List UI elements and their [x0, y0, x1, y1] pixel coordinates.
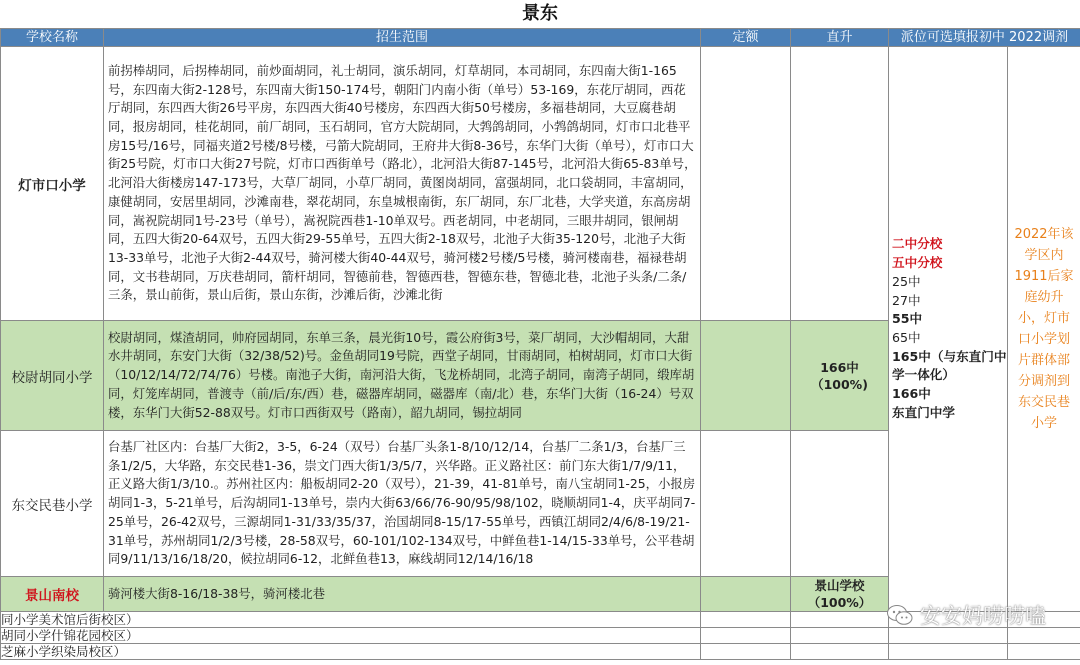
- watermark-text: 安安妈唠唠嗑: [920, 604, 1046, 628]
- paiwei-item: 27中: [892, 292, 921, 308]
- quota-cell: [701, 431, 791, 577]
- table-row: [1, 644, 1080, 660]
- enrollment-scope: 骑河楼大街8-16/18-38号，骑河楼北巷: [104, 577, 701, 612]
- col-header-paiwei: 派位可选填报初中 2022调剂: [889, 29, 1080, 47]
- quota-cell: [701, 577, 791, 612]
- zhisheng-cell: 166中 （100%): [791, 321, 889, 431]
- paiwei-item: 二中分校: [892, 236, 943, 252]
- zhisheng-cell: 景山学校 （100%）: [791, 577, 889, 612]
- col-header-quota: 定额: [701, 29, 791, 47]
- sheet-title: 景东: [522, 3, 558, 24]
- quota-cell: [701, 321, 791, 431]
- col-header-school: 学校名称: [1, 29, 104, 47]
- adjustment-note: 2022年该学区内1911后家庭幼升小，灯市口小学划片群体部分调剂到东交民巷小学: [1008, 47, 1080, 612]
- paiwei-item: 25中: [892, 273, 921, 289]
- zhisheng-cell: [791, 47, 889, 321]
- paiwei-item: 165中（与东直门中学一体化）: [892, 348, 1007, 383]
- quota-cell: [701, 47, 791, 321]
- col-header-scope: 招生范围: [104, 29, 701, 47]
- zhisheng-cell: [791, 431, 889, 577]
- enrollment-scope: 台基厂社区内：台基厂大街2，3-5，6-24（双号）台基厂头条1-8/10/12/14，台基厂二条1/3，台基厂三条1/2/5，大华路，东交民巷1-36，崇文门西大街1/3/5/7，兴华路。正义路社区：前门东大街1/7/9/11，正义路大街1/3/10.。苏州社区内：船板胡同2-20（双号），21-39，41-81单号，南八宝胡同1-25，小报房胡同1-3，5-21单号，后沟胡同1-13单号，崇内大街63/66/76-90/95/98/102，晓顺胡同1-4，庆平胡同7-25单号，26-42双号，三源胡同1-31/33/35/37，治国胡同8-15/17-55单号，西镇江胡同2/4/6/8-19/21-31单号，苏州胡同1/2/3号楼，28-58双号，60-101/102-134双号，中鲜鱼巷1-14/15-33单号，公平巷胡同9/11/13/16/18/20，候拉胡同6-12，北鲜鱼巷13，麻线胡同12/14/16/18: [104, 431, 701, 577]
- header-row: [1, 29, 1080, 47]
- footer-school-name: 同小学美术馆后街校区）: [1, 612, 701, 628]
- school-name: 景山南校: [1, 577, 104, 612]
- wechat-icon: [886, 604, 914, 626]
- paiwei-item: 65中: [892, 330, 921, 345]
- school-name: 灯市口小学: [1, 47, 104, 321]
- enrollment-table: [0, 28, 1080, 660]
- paiwei-item: 东直门中学: [892, 404, 955, 420]
- table-row: [1, 47, 1080, 321]
- paiwei-item: 55中: [892, 311, 923, 327]
- paiwei-item: 五中分校: [892, 255, 943, 271]
- watermark: [886, 600, 1046, 630]
- enrollment-scope: 前拐棒胡同，后拐棒胡同，前炒面胡同，礼士胡同，演乐胡同，灯草胡同，本司胡同，东四南大街1-165号，东四南大街2-128号，东四南大街150-174号，朝阳门内南小街（单号）53-169，东花厅胡同，西花厅胡同，东四西大街26号平房，东四西大街40号楼房，东四西大街50号楼房，多福巷胡同，大豆腐巷胡同，报房胡同，桂花胡同，前厂胡同，玉石胡同，官方大院胡同，大鹁鸽胡同，小鹁鸽胡同，灯市口北巷平房15号/16号，同福夹道2号楼/8号楼，弓箭大院胡同，王府井大街8-36号，东华门大街（单号），灯市口大街25号院，灯市口大街27号院，灯市口西街单号（路北），北河沿大街87-145号，北河沿大街65-83单号，北河沿大街楼房147-173号，大草厂胡同，小草厂胡同，黄图岗胡同，富强胡同，北口袋胡同，丰富胡同，康健胡同，安居里胡同，沙滩南巷，翠花胡同，东皇城根南街，东厂胡同，东厂北巷，大学夹道，东高房胡同，嵩祝院胡同1号-23号（单号），嵩祝院西巷1-10单双号。西老胡同，中老胡同，三眼井胡同，银闸胡同，五四大街20-64双号，五四大街29-55单号，五四大街2-18双号，北池子大街35-120号，北池子大街13-33单号，北池子大街2-44双号，骑河楼大街40-44双号，骑河楼2号楼/5号楼，骑河楼南巷，福禄巷胡同，文书巷胡同，万庆巷胡同，箭杆胡同，智德前巷，智德西巷，智德东巷，智德北巷，北池子头条/二条/三条，景山前街，景山后街，景山东街，沙滩后街，沙滩北街: [104, 47, 701, 321]
- enrollment-scope: 校尉胡同，煤渣胡同，帅府园胡同，东单三条，晨光街10号，霞公府街3号，菜厂胡同，大沙帽胡同，大甜水井胡同，东安门大街（32/38/52)号。金鱼胡同19号院，西堂子胡同，甘雨胡同，柏树胡同，灯市口大街（10/12/14/72/74/76）号楼。南池子大街，南河沿大街，飞龙桥胡同，北湾子胡同，南湾子胡同，缎库胡同，灯笼库胡同，普渡寺（前/后/东/西）巷，磁器库胡同，磁器库（南/北）巷，东华门大街（16-24）号双楼，东华门大街52-88双号。灯市口西街双号（路南），韶九胡同，锡拉胡同: [104, 321, 701, 431]
- footer-school-name: 芝麻小学织染局校区）: [1, 644, 701, 660]
- col-header-zhisheng: 直升: [791, 29, 889, 47]
- paiwei-list: [889, 47, 1008, 612]
- footer-school-name: 胡同小学什锦花园校区）: [1, 628, 701, 644]
- school-name: 校尉胡同小学: [1, 321, 104, 431]
- school-name: 东交民巷小学: [1, 431, 104, 577]
- paiwei-item: 166中: [892, 386, 931, 402]
